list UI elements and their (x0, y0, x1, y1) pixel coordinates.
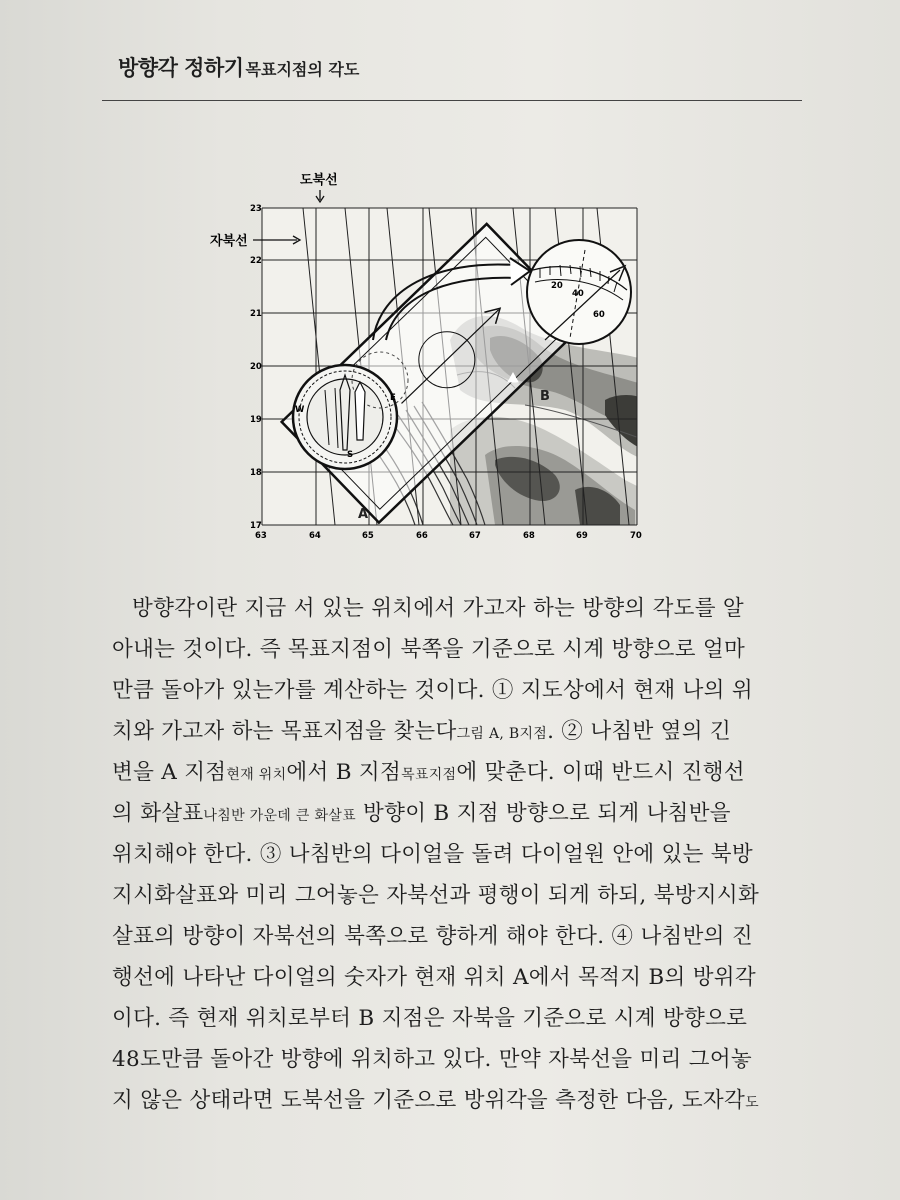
text-line (112, 588, 812, 629)
compass-map-diagram (195, 160, 665, 550)
text-run: 방향각이란 지금 서 있는 위치에서 가고자 하는 방향의 각도를 알 (132, 596, 745, 621)
y-axis-ticks (250, 204, 262, 531)
running-header (118, 52, 359, 82)
text-line (112, 711, 812, 752)
point-a-label: A (358, 507, 369, 522)
text-run: 에 맞춘다. 이때 반드시 진행선 (456, 760, 745, 785)
section-subtitle: 목표지점의 각도 (245, 60, 360, 79)
text-line (112, 1039, 812, 1080)
body-paragraph (112, 588, 812, 1121)
text-run: 위치해야 한다. ③ 나침반의 다이얼을 돌려 다이얼원 안에 있는 북방 (112, 842, 753, 867)
inline-annotation: 도 (745, 1095, 759, 1111)
compass-letter-w: W (295, 405, 305, 415)
y-tick: 17 (250, 521, 262, 531)
inline-annotation: 목표지점 (401, 767, 457, 783)
compass-letter-e: E (390, 393, 396, 403)
text-run: 의 화살표 (112, 801, 204, 826)
text-run: 아내는 것이다. 즉 목표지점이 북쪽을 기준으로 시계 방향으로 얼마 (112, 637, 746, 662)
compass-letter-s: S (347, 450, 354, 460)
text-line (112, 1080, 812, 1121)
section-title: 방향각 정하기 (118, 56, 244, 80)
header-rule (102, 100, 802, 101)
text-line (112, 834, 812, 875)
y-tick: 21 (250, 309, 262, 319)
magnetic-north-label: 자북선 (210, 234, 248, 249)
x-tick: 66 (416, 531, 428, 541)
text-run: 지 않은 상태라면 도북선을 기준으로 방위각을 측정한 다음, 도자각 (112, 1088, 746, 1113)
x-tick: 68 (523, 531, 535, 541)
text-run: 에서 B 지점 (286, 760, 402, 785)
text-line (112, 793, 812, 834)
x-tick: 64 (309, 531, 321, 541)
x-tick: 69 (576, 531, 588, 541)
x-tick: 67 (469, 531, 481, 541)
x-axis-ticks (255, 531, 642, 541)
text-run: 방향이 B 지점 방향으로 되게 나침반을 (355, 801, 731, 826)
y-tick: 18 (250, 468, 262, 478)
true-north-label: 도북선 (300, 173, 338, 188)
text-run: 48도만큼 돌아간 방향에 위치하고 있다. 만약 자북선을 미리 그어놓 (112, 1047, 752, 1072)
inline-annotation: 그림 A, B지점 (456, 726, 548, 742)
dial-number-20: 20 (551, 281, 563, 291)
text-run: 살표의 방향이 자북선의 북쪽으로 향하게 해야 한다. ④ 나침반의 진 (112, 924, 753, 949)
y-tick: 22 (250, 256, 262, 266)
text-line (112, 957, 812, 998)
text-run: 이다. 즉 현재 위치로부터 B 지점은 자북을 기준으로 시계 방향으로 (112, 1006, 748, 1031)
text-run: . ② 나침반 옆의 긴 (547, 719, 732, 744)
text-line (112, 998, 812, 1039)
x-tick: 65 (362, 531, 374, 541)
compass-map-figure (195, 160, 665, 550)
text-run: 만큼 돌아가 있는가를 계산하는 것이다. ① 지도상에서 현재 나의 위 (112, 678, 753, 703)
text-line (112, 916, 812, 957)
y-tick: 20 (250, 362, 262, 372)
y-tick: 23 (250, 204, 262, 214)
inline-annotation: 나침반 가운데 큰 화살표 (203, 808, 356, 824)
y-tick: 19 (250, 415, 262, 425)
inline-annotation: 현재 위치 (226, 767, 287, 783)
x-tick: 70 (630, 531, 642, 541)
text-line (112, 752, 812, 793)
magnified-dial-inset (527, 240, 631, 344)
text-line (112, 670, 812, 711)
text-line (112, 875, 812, 916)
text-run: 행선에 나타난 다이얼의 숫자가 현재 위치 A에서 목적지 B의 방위각 (112, 965, 756, 990)
point-b-label: B (540, 389, 550, 404)
text-run: 치와 가고자 하는 목표지점을 찾는다 (112, 719, 457, 744)
text-run: 변을 A 지점 (112, 760, 227, 785)
text-run: 지시화살표와 미리 그어놓은 자북선과 평행이 되게 하되, 북방지시화 (112, 883, 760, 908)
dial-number-60: 60 (593, 310, 605, 320)
dial-number-40: 40 (572, 289, 584, 299)
text-line (112, 629, 812, 670)
x-tick: 63 (255, 531, 267, 541)
